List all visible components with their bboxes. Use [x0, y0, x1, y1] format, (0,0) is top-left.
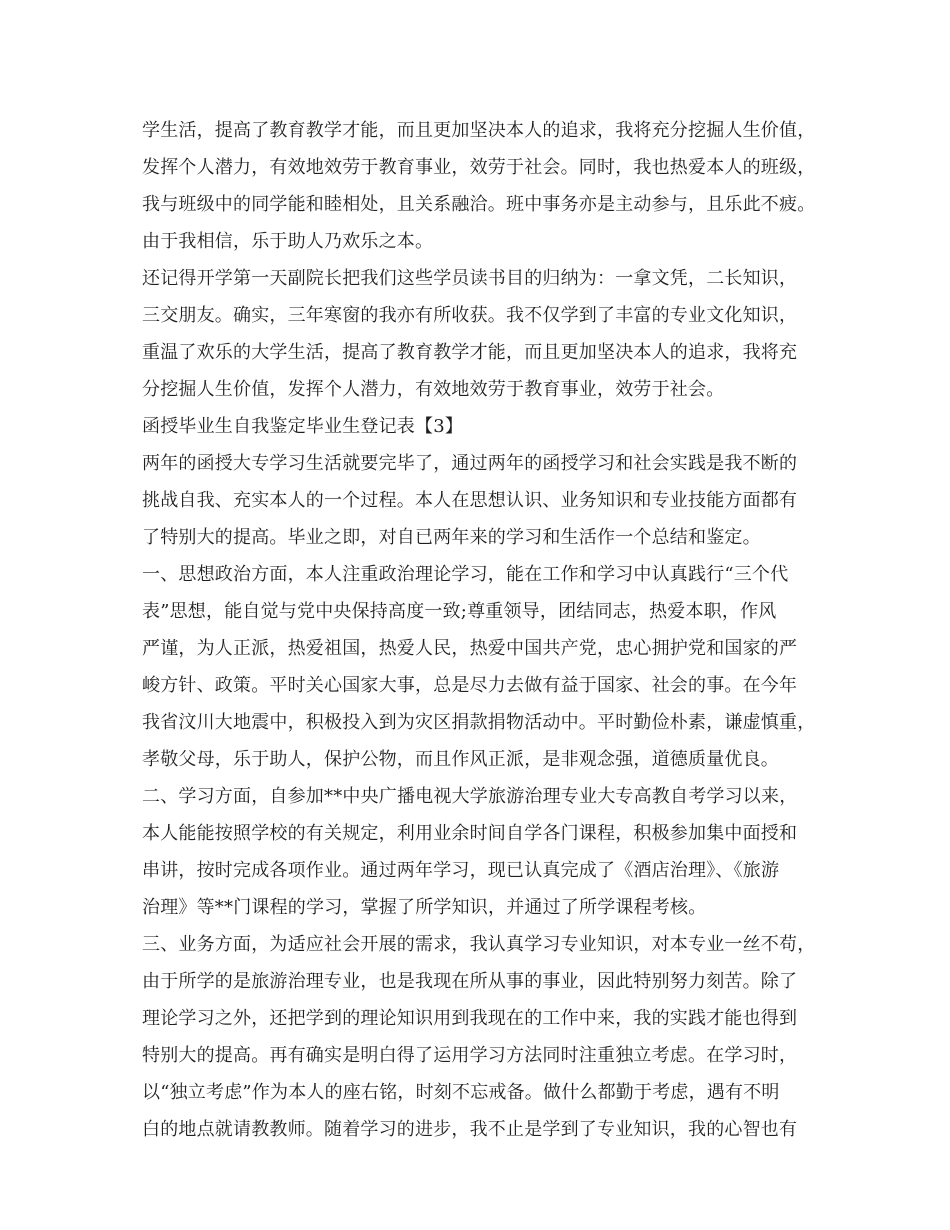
text-line: 白的地点就请教教师。随着学习的进步，我不止是学到了专业知识，我的心智也有 — [142, 1119, 798, 1140]
text-line: 由于我相信，乐于助人乃欢乐之本。 — [142, 231, 434, 252]
text-line: 由于所学的是旅游治理专业，也是我现在所从事的事业，因此特别努力刻苦。除了 — [142, 971, 798, 992]
text-line: 峻方针、政策。平时关心国家大事，总是尽力去做有益于国家、社会的事。在今年 — [142, 675, 798, 696]
text-line: 两年的函授大专学习生活就要完毕了，通过两年的函授学习和社会实践是我不断的 — [142, 453, 798, 474]
text-line: 治理》等**门课程的学习，掌握了所学知识，并通过了所学课程考核。 — [142, 897, 707, 918]
text-line: 了特别大的提高。毕业之即，对自已两年来的学习和生活作一个总结和鉴定。 — [142, 527, 761, 548]
text-line: 表”思想，能自觉与党中央保持高度一致;尊重领导，团结同志，热爱本职，作风 — [142, 601, 777, 622]
text-line: 理论学习之外，还把学到的理论知识用到我现在的工作中来，我的实践才能也得到 — [142, 1008, 798, 1029]
text-line: 我与班级中的同学能和睦相处，且关系融洽。班中事务亦是主动参与，且乐此不疲。 — [142, 194, 816, 215]
text-line: 严谨，为人正派，热爱祖国，热爱人民，热爱中国共产党，忠心拥护党和国家的严 — [142, 638, 798, 659]
text-line: 发挥个人潜力，有效地效劳于教育事业，效劳于社会。同时，我也热爱本人的班级， — [142, 157, 816, 178]
text-line: 学生活，提高了教育教学才能，而且更加坚决本人的追求，我将充分挖掘人生价值， — [142, 120, 816, 141]
text-line: 重温了欢乐的大学生活，提高了教育教学才能，而且更加坚决本人的追求，我将充 — [142, 342, 798, 363]
text-line: 函授毕业生自我鉴定毕业生登记表【3】 — [142, 416, 464, 437]
text-line: 挑战自我、充实本人的一个过程。本人在思想认识、业务知识和专业技能方面都有 — [142, 490, 798, 511]
text-line: 我省汶川大地震中，积极投入到为灾区捐款捐物活动中。平时勤俭朴素，谦虚慎重， — [142, 712, 816, 733]
text-line: 二、学习方面，自参加**中央广播电视大学旅游治理专业大专高教自考学习以来， — [142, 786, 798, 807]
text-line: 三交朋友。确实，三年寒窗的我亦有所收获。我不仅学到了丰富的专业文化知识， — [142, 305, 798, 326]
text-line: 三、业务方面，为适应社会开展的需求，我认真学习专业知识，对本专业一丝不苟， — [142, 934, 816, 955]
text-line: 还记得开学第一天副院长把我们这些学员读书目的归纳为：一拿文凭，二长知识， — [142, 268, 798, 289]
text-line: 本人能能按照学校的有关规定，利用业余时间自学各门课程，积极参加集中面授和 — [142, 823, 798, 844]
text-line: 以“独立考虑”作为本人的座右铭，时刻不忘戒备。做什么都勤于考虑，遇有不明 — [142, 1082, 780, 1103]
text-line: 串讲，按时完成各项作业。通过两年学习，现已认真完成了《酒店治理》、《旅游 — [142, 860, 780, 881]
text-line: 孝敬父母，乐于助人，保护公物，而且作风正派，是非观念强，道德质量优良。 — [142, 749, 779, 770]
text-line: 一、思想政治方面，本人注重政治理论学习，能在工作和学习中认真践行“三个代 — [142, 564, 789, 585]
text-line: 特别大的提高。再有确实是明白得了运用学习方法同时注重独立考虑。在学习时， — [142, 1045, 798, 1066]
text-line: 分挖掘人生价值，发挥个人潜力，有效地效劳于教育事业，效劳于社会。 — [142, 379, 725, 400]
body-text — [142, 112, 832, 1148]
